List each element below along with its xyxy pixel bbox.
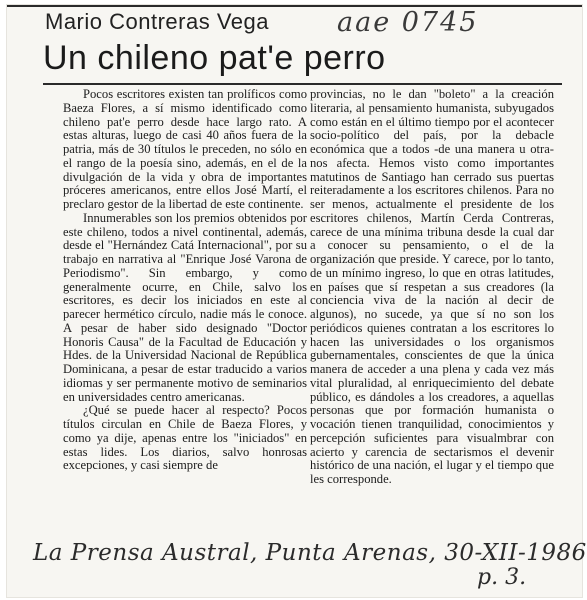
article-column-right <box>310 88 554 487</box>
handwritten-page-note: p. 3. <box>477 565 527 590</box>
article-column-left <box>63 88 307 473</box>
archive-code: aae 0745 <box>337 7 479 38</box>
article-title: Un chileno pat'e perro <box>43 39 386 77</box>
top-rule <box>7 5 582 7</box>
handwritten-source-note: La Prensa Austral, Punta Arenas, 30-XII-1986 <box>33 540 587 566</box>
paragraph: provincias, no le dan "boleto" a la creación literaria, al pensamiento humanista, subyugados como están en el último tiempo por el acontecer socio-político del país, por la debacle económica que a todos -de una manera u otra- nos afecta. Hemos visto como importantes matutinos de Santiago han cerrado sus puertas reiteradamente a los escritores chilenos. Para no ser menos, actualmente el presidente de los escritores chilenos, Martín Cerda Contreras, carece de una mínima tribuna desde la cual dar a conocer su pensamiento, o el de la organización que preside. Y carece, por lo tanto, de un mínimo ingreso, lo que en otras latitudes, en países que sí respetan a sus creadores (la conciencia viva de la nación al decir de algunos), no sucede, ya que sí no son los periódicos quienes contratan a los escritores lo hacen las universidades o los organismos gubernamentales, conscientes de que la única manera de acceder a una plena y cada vez más vital pluralidad, al enriquecimiento del debate público, es dándoles a los creadores, a aquellas personas que por formación humanista o vocación tienen tranquilidad, conocimientos y percepción suficientes para visualmbrar con acierto y carencia de sectarismos el devenir histórico de una nación, el lugar y el tiempo que les corresponde. <box>310 87 554 486</box>
paragraph: Innumerables son los premios obtenidos por este chileno, todos a nivel continental, además, desde el "Hernández Catá Internacional", por su trabajo en narrativa al "Enrique José Varona de Periodismo". Sin embargo, y como generalmente ocurre, en Chile, salvo los escritores, es decir los iniciados en este al parecer hermético círculo, nadie más le conoce. A pesar de haber sido designado "Doctor Honoris Causa" de la Facultad de Educación y Hdes. de la Universidad Nacional de República Dominicana, a pesar de estar traducido a varios idiomas y ser permanente motivo de seminarios en universidades centro americanas. <box>63 210 307 404</box>
title-rule <box>43 83 562 85</box>
article-author: Mario Contreras Vega <box>45 9 269 34</box>
newspaper-clipping <box>6 4 587 598</box>
paragraph: Pocos escritores existen tan prolíficos como Baeza Flores, a sí mismo identificado como chileno pat'e perro desde hace largo rato. A estas alturas, luego de casi 40 años fuera de la patria, más de 30 títulos le preceden, no sólo en el rango de la poesía sino, además, en el de la divulgación de la vida y obra de importantes próceres americanos, entre ellos José Martí, el preclaro gestor de la libertad de este continente. <box>63 87 307 211</box>
paragraph: ¿Qué se puede hacer al respecto? Pocos títulos circulan en Chile de Baeza Flores, y como ya dije, apenas entre los "iniciados" en estas lides. Los diarios, salvo honrosas excepciones, y casi siempre de <box>63 403 307 473</box>
